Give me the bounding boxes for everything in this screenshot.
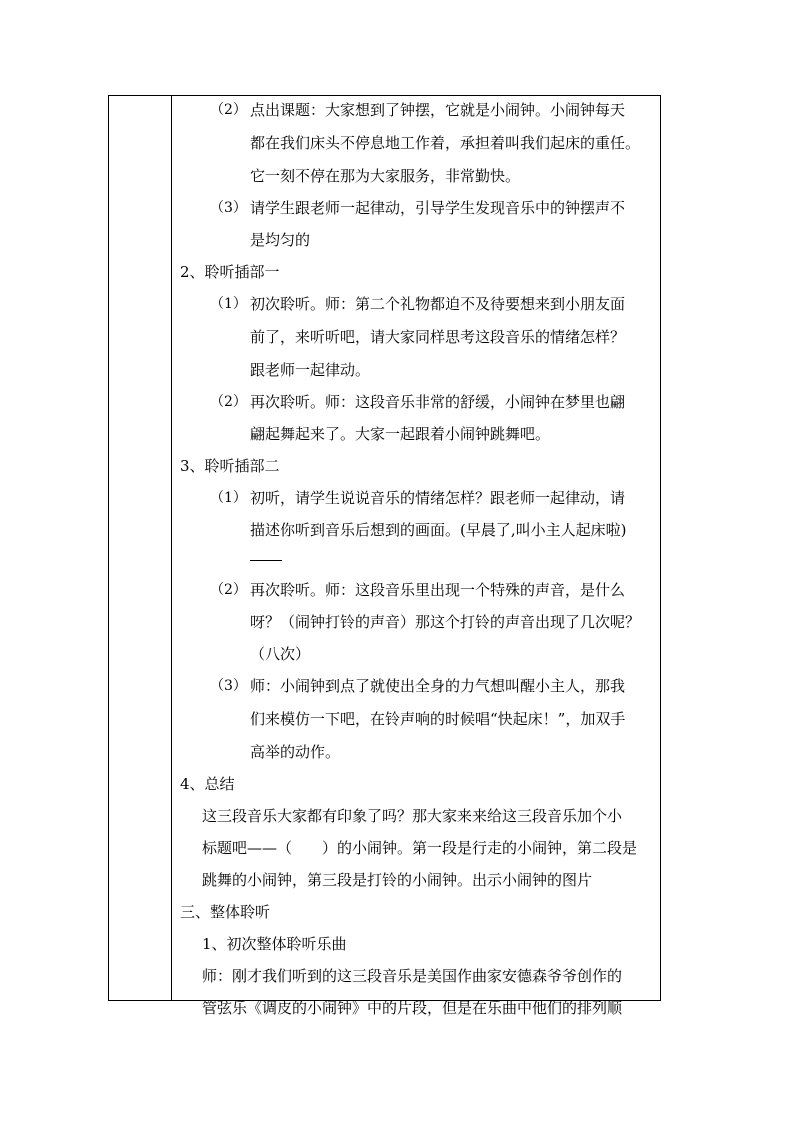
list-marker: （2）	[210, 394, 247, 410]
text-line: 请学生跟老师一起律动，引导学生发现音乐中的钟摆声不	[250, 199, 626, 217]
text-line: 再次聆听。师：这段音乐里出现一个特殊的声音，是什么	[250, 581, 626, 599]
text-line: （八次）	[250, 645, 311, 663]
list-marker: （2）	[210, 102, 247, 118]
text-line: 师：小闹钟到点了就使出全身的力气想叫醒小主人，那我	[250, 677, 626, 695]
dash-line	[250, 560, 282, 561]
text-line: 初次聆听。师：第二个礼物都迫不及待要想来到小朋友面	[250, 295, 626, 313]
text-line: 都在我们床头不停息地工作着，承担着叫我们起床的重任。	[250, 134, 641, 152]
list-marker: （2）	[210, 582, 247, 598]
text-line: 初听，请学生说说音乐的情绪怎样？跟老师一起律动，请	[250, 489, 626, 507]
text-line: 管弦乐《调皮的小闹钟》中的片段，但是在乐曲中他们的排列顺	[202, 999, 623, 1017]
text-line: 呀？（闹钟打铃的声音）那这个打铃的声音出现了几次呢？	[250, 613, 641, 631]
text-line: 它一刻不停在那为大家服务，非常勤快。	[250, 167, 521, 185]
text-line: 描述你听到音乐后想到的画面。(早晨了,叫小主人起床啦)	[250, 521, 627, 539]
text-line: 这三段音乐大家都有印象了吗？那大家来来给这三段音乐加个小	[202, 807, 623, 825]
text-line: 跟老师一起律动。	[250, 361, 371, 379]
section-heading: 2、聆听插部一	[180, 263, 280, 281]
list-marker: （1）	[210, 296, 247, 312]
list-marker: （3）	[210, 200, 247, 216]
section-heading: 3、聆听插部二	[180, 457, 280, 475]
text-line: 前了，来听听吧，请大家同样思考这段音乐的情绪怎样？	[250, 328, 626, 346]
text-line: 是均匀的	[250, 231, 311, 249]
section-heading: 4、总结	[180, 775, 235, 793]
text-line: 师：刚才我们听到的这三段音乐是美国作曲家安德森爷爷创作的	[202, 967, 623, 985]
list-marker: （1）	[210, 490, 247, 506]
text-line: 高举的动作。	[250, 743, 341, 761]
section-heading: 三、整体聆听	[180, 903, 271, 921]
text-line: 跳舞的小闹钟，第三段是打铃的小闹钟。出示小闹钟的图片	[202, 871, 593, 889]
text-line: 再次聆听。师：这段音乐非常的舒缓，小闹钟在梦里也翩	[250, 393, 626, 411]
sub-heading: 1、初次整体聆听乐曲	[202, 935, 347, 953]
text-line: 们来模仿一下吧，在铃声响的时候唱“快起床！”，加双手	[250, 710, 626, 728]
text-line: 点出课题：大家想到了钟摆，它就是小闹钟。小闹钟每天	[250, 101, 626, 119]
list-marker: （3）	[210, 678, 247, 694]
text-line: 翩起舞起来了。大家一起跟着小闹钟跳舞吧。	[250, 425, 551, 443]
lesson-content-cell	[172, 95, 660, 1017]
text-line: 标题吧——（ ）的小闹钟。第一段是行走的小闹钟，第二段是	[202, 839, 638, 857]
